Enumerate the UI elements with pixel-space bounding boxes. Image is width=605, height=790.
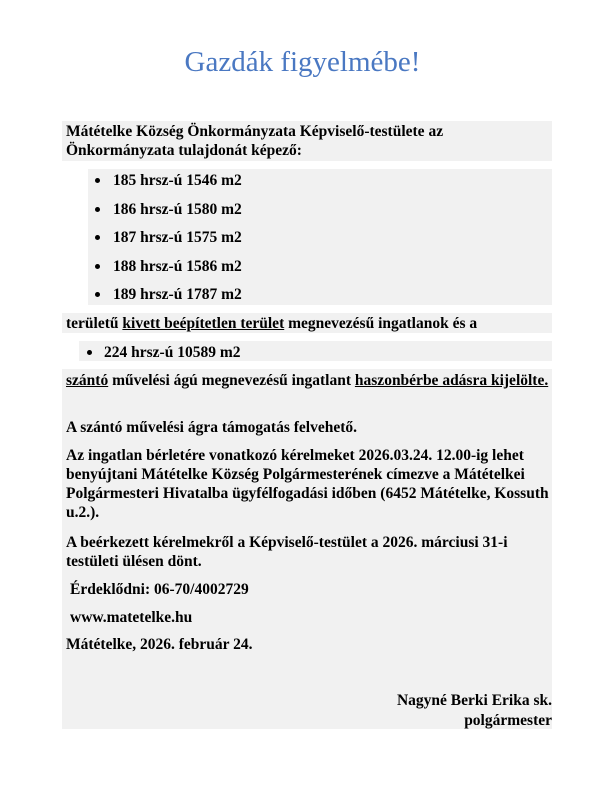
area-line [66, 314, 552, 333]
area-line-pre: területű [66, 315, 123, 332]
page-title: Gazdák figyelmébe! [184, 46, 421, 78]
bullet-icon [95, 207, 100, 212]
usage-underlined-1: szántó [66, 372, 109, 389]
bullet-icon [95, 292, 100, 297]
list-item: 188 hrsz-ú 1586 m2 [113, 258, 242, 275]
area-line-underlined: kivett beépítetlen terület [122, 315, 285, 332]
date-line: Mátételke, 2026. február 24. [66, 636, 253, 653]
area-line-post: megnevezésű ingatlanok és a [284, 315, 478, 332]
list-item: 187 hrsz-ú 1575 m2 [113, 229, 242, 246]
bullet-icon [95, 235, 100, 240]
website-line: www.matetelke.hu [70, 609, 193, 626]
usage-mid: művelési ágú megnevezésű ingatlant [108, 372, 355, 389]
signer-name: Nagyné Berki Erika sk. [396, 692, 552, 709]
list-item-extra: 224 hrsz-ú 10589 m2 [104, 344, 241, 361]
usage-underlined-2: haszonbérbe adásra kijelölte. [354, 372, 549, 389]
usage-paragraph [66, 371, 552, 390]
list-item: 189 hrsz-ú 1787 m2 [113, 286, 242, 303]
bullet-icon [87, 350, 92, 355]
list-item: 185 hrsz-ú 1546 m2 [113, 172, 242, 189]
intro-paragraph: Mátételke Község Önkormányzata Képviselő-testülete az Önkormányzata tulajdonát képező: [66, 123, 444, 159]
support-paragraph: A szántó művelési ágra támogatás felvehető. [66, 419, 358, 436]
decision-paragraph: A beérkezett kérelmekről a Képviselő-testület a 2026. márciusi 31-i testületi ülésen dönt. [66, 534, 508, 570]
list-item: 186 hrsz-ú 1580 m2 [113, 201, 242, 218]
application-paragraph: Az ingatlan bérletére vonatkozó kérelmeket 2026.03.24. 12.00-ig lehet benyújtani Mátételke Község Polgármesterének címezve a Mátételkei Polgármesteri Hivatalba ügyfélfogadási időben (6452 Mátételke, Kossuth u.2.). [66, 447, 549, 521]
contact-line: Érdeklődni: 06-70/4002729 [70, 581, 249, 598]
bullet-icon [95, 178, 100, 183]
bullet-icon [95, 264, 100, 269]
signer-role: polgármester [464, 712, 552, 729]
